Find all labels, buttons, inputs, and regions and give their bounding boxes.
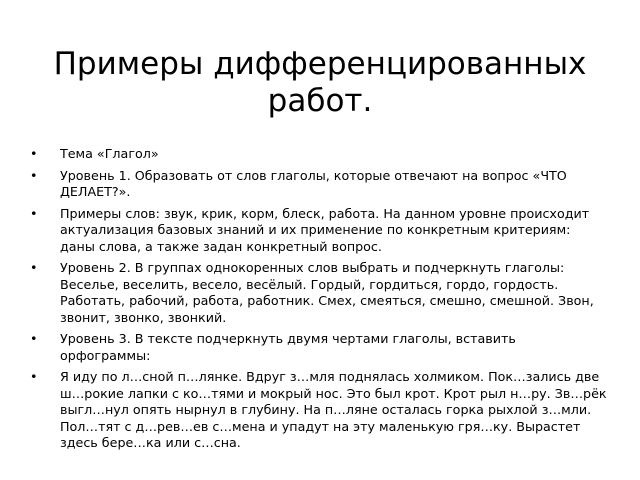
- slide-title: Примеры дифференцированных работ.: [53, 46, 587, 119]
- bullet-dot-icon: •: [30, 331, 38, 346]
- bullet-text: Я иду по л…сной п…лянке. Вдруг з…мля поднялась холмиком. Пок…зались две ш…рокие лапки с ко…тями и мокрый нос. Это был крот. Крот рыл н…ру. Зв…рёк выгл…нул опять нырнул в глубину. На п…ляне осталась горка рыхлой з…мли. Пол…тят с д…рев…ев с…мена и упадут на эту маленькую гря…ку. Вырастет здесь бере…ка или с…сна.: [60, 369, 607, 450]
- bullet-text: Уровень 1. Образовать от слов глаголы, которые отвечают на вопрос «ЧТО ДЕЛАЕТ?».: [60, 167, 567, 199]
- bullet-item-examples: [30, 206, 608, 256]
- bullet-item-topic: [30, 146, 608, 163]
- bullet-text: Уровень 3. В тексте подчеркнуть двумя чертами глаголы, вставить орфограммы:: [60, 331, 516, 363]
- bullet-text: Тема «Глагол»: [60, 146, 159, 161]
- bullet-dot-icon: •: [30, 146, 38, 161]
- bullet-list: [30, 146, 608, 457]
- bullet-dot-icon: •: [30, 167, 38, 183]
- bullet-dot-icon: •: [30, 260, 38, 275]
- bullet-text: Примеры слов: звук, крик, корм, блеск, работа. На данном уровне происходит актуализация базовых знаний и их применение по конкретным критериям: даны слова, а также задан конкретный вопрос.: [60, 205, 590, 254]
- bullet-item-level-3: [30, 331, 608, 364]
- bullet-text: Уровень 2. В группах однокоренных слов выбрать и подчеркнуть глаголы: Веселье, веселить, весело, весёлый. Гордый, гордиться, гордо, гордость. Работать, рабочий, работа, работник. Смех, смеяться, смешно, смешной. Звон, звонит, звонко, звонкий.: [60, 260, 594, 325]
- bullet-item-level-1: [30, 168, 608, 201]
- bullet-dot-icon: •: [30, 369, 38, 384]
- bullet-dot-icon: •: [30, 205, 38, 221]
- bullet-item-level-2: [30, 260, 608, 326]
- bullet-item-exercise-text: [30, 369, 608, 452]
